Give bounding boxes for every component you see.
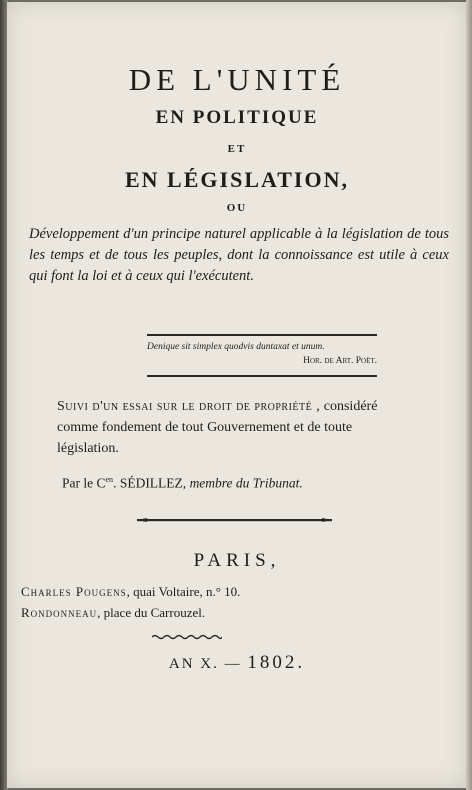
small-wavy-ornament <box>152 634 222 640</box>
publisher-1-address: , quai Voltaire, n.° 10. <box>126 584 241 599</box>
supplement-lead: Suivi d'un essai sur le droit de propriété , <box>57 399 321 414</box>
title-line-legislation: EN LÉGISLATION, <box>125 167 349 192</box>
imprint-city: PARIS, <box>193 550 281 571</box>
title-line-politique: EN POLITIQUE <box>155 107 319 128</box>
title-page <box>7 2 467 788</box>
publisher-line-2 <box>21 605 205 621</box>
year-prefix: AN X. — <box>168 656 242 672</box>
publisher-line-1 <box>21 584 240 600</box>
year-value: 1802. <box>247 652 306 673</box>
author-line <box>62 475 303 492</box>
book-title: DE L'UNITÉ <box>128 62 346 97</box>
supplement-rest: considéré comme fondement de tout Gouvernement et de toute législation. <box>57 399 378 456</box>
ornamental-rule <box>137 517 332 523</box>
title-conjunction: ET <box>227 143 247 155</box>
author-role: membre du Tribunat. <box>189 475 303 491</box>
page-edge <box>466 0 472 790</box>
epigraph-quote: Denique sit simplex quodvis duntaxat et unum. <box>147 342 325 352</box>
rule-below-epigraph <box>147 375 377 377</box>
epigraph <box>147 340 377 368</box>
publisher-2-address: , place du Carrouzel. <box>97 605 206 620</box>
subtitle-description: Développement d'un principe naturel applicable à la législation de tous les temps et de tous les peuples, dont la connoissance est utile à ceux qui font la loi et à ceux qui l'exécutent. <box>29 226 449 284</box>
rule-above-epigraph <box>147 334 377 336</box>
epigraph-source: Hor. de Art. Poët. <box>303 356 377 366</box>
publication-year <box>7 652 467 674</box>
publisher-1-name: Charles Pougens <box>21 584 127 599</box>
author-prefix: Par le C <box>62 475 106 491</box>
author-prefix-sup: en <box>105 475 114 484</box>
publisher-2-name: Rondonneau <box>21 605 98 620</box>
author-name: . SÉDILLEZ, <box>113 475 187 491</box>
title-or: OU <box>226 202 248 214</box>
supplement-note <box>57 396 387 459</box>
